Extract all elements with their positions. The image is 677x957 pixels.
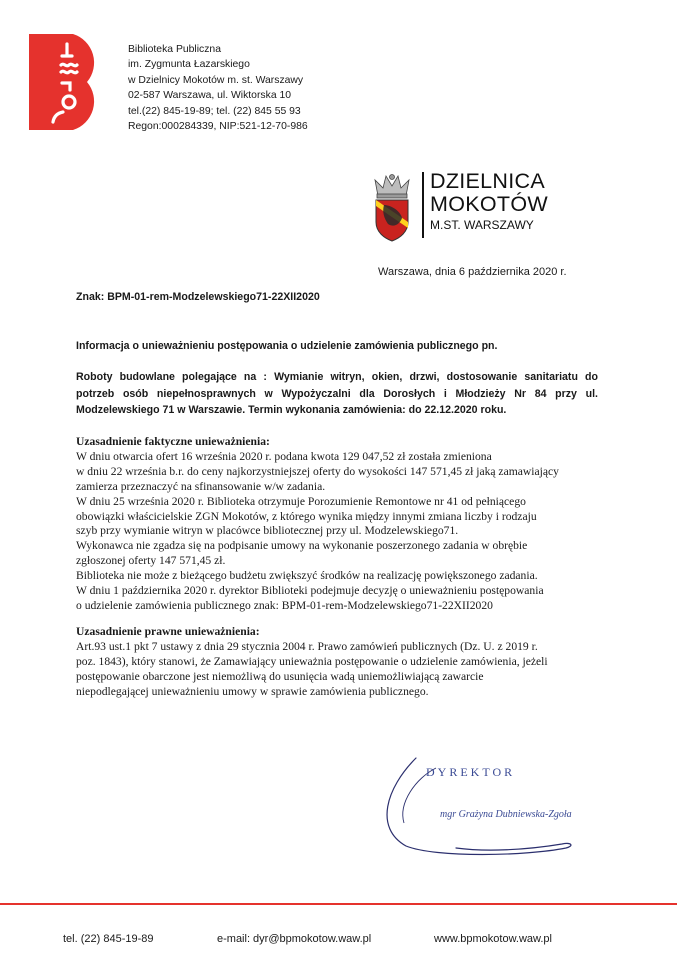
library-patron: im. Zygmunta Łazarskiego — [128, 59, 250, 71]
factual-line: W dniu 1 października 2020 r. dyrektor Biblioteki podejmuje decyzję o unieważnieniu postępowania — [76, 584, 544, 598]
city-label: M.ST. WARSZAWY — [430, 218, 534, 232]
factual-line: Biblioteka nie może z bieżącego budżetu zwiększyć środków na realizację powiększonego zadania. — [76, 569, 538, 583]
factual-line: Wykonawca nie zgadza się na podpisanie umowy na wykonanie poszerzonego zadania w obrębie — [76, 539, 528, 553]
district-divider — [422, 172, 424, 238]
factual-line: w dniu 22 września b.r. do ceny najkorzystniejszej oferty do wysokości 147 571,45 zł jaką zamawiający — [76, 464, 559, 478]
footer-phone: tel. (22) 845-19-89 — [63, 933, 154, 945]
works-line: Roboty budowlane polegające na : Wymianie witryn, okien, drzwi, dostosowanie sanitariatu do — [76, 371, 598, 383]
factual-line: o udzielenie zamówienia publicznego znak: BPM-01-rem-Modzelewskiego71-22XII2020 — [76, 598, 493, 612]
library-registry: Regon:000284339, NIP:521-12-70-986 — [128, 121, 308, 133]
legal-line: Art.93 ust.1 pkt 7 ustawy z dnia 29 stycznia 2004 r. Prawo zamówień publicznych (Dz. U. z 2019 r. — [76, 639, 538, 653]
library-address: 02-587 Warszawa, ul. Wiktorska 10 — [128, 90, 292, 102]
legal-line: poz. 1843), który stanowi, że Zamawiający unieważnia postępowanie o udzielenie zamówienia, jeżeli — [76, 654, 548, 668]
footer-email[interactable]: e-mail: dyr@bpmokotow.waw.pl — [217, 933, 372, 945]
reference-number: Znak: BPM-01-rem-Modzelewskiego71-22XII2020 — [76, 291, 320, 303]
factual-line: zgłoszonej oferty 147 571,45 zł. — [76, 554, 226, 568]
library-phone: tel.(22) 845-19-89; tel. (22) 845 55 93 — [128, 105, 301, 117]
works-description — [76, 369, 598, 419]
works-line: Modzelewskiego 71 w Warszawie. Termin wykonania zamówienia: do 22.12.2020 roku. — [76, 404, 507, 416]
factual-line: W dniu otwarcia ofert 16 września 2020 r. podana kwota 129 047,52 zł została zmieniona — [76, 449, 492, 463]
district-name: MOKOTÓW — [430, 192, 548, 216]
district-label: DZIELNICA — [430, 169, 545, 193]
footer-divider — [0, 903, 677, 905]
legal-heading: Uzasadnienie prawne unieważnienia: — [76, 625, 260, 638]
place-date: Warszawa, dnia 6 października 2020 r. — [378, 266, 567, 278]
library-logo-icon — [29, 34, 101, 130]
document-subject: Informacja o unieważnieniu postępowania o udzielenie zamówienia publicznego pn. — [76, 340, 498, 352]
legal-line: niepodlegającej unieważnieniu umowy w sprawie zamówienia publicznego. — [76, 684, 429, 698]
works-line: potrzeb osób niepełnosprawnych w Wypożyczalni dla Dorosłych i Młodzieży Nr 84 przy ul. — [76, 387, 598, 400]
district-logo-text — [430, 170, 548, 233]
factual-line: obowiązki właścicielskie ZGN Mokotów, z którego wynika między innymi zmiana liczby i rodzaju — [76, 509, 537, 523]
factual-line: szyb przy wymianie witryn w placówce bibliotecznej przy ul. Modzelewskiego71. — [76, 524, 459, 538]
legal-line: postępowanie obarczone jest niemożliwą do usunięcia wadą uniemożliwiającą zawarcie — [76, 669, 484, 683]
factual-heading: Uzasadnienie faktyczne unieważnienia: — [76, 435, 270, 448]
legal-justification — [76, 625, 548, 700]
library-address-block — [128, 42, 308, 134]
library-district: w Dzielnicy Mokotów m. st. Warszawy — [128, 74, 304, 86]
footer-website[interactable]: www.bpmokotow.waw.pl — [434, 933, 552, 945]
mokotow-crest-icon — [370, 172, 414, 242]
factual-line: W dniu 25 września 2020 r. Biblioteka otrzymuje Porozumienie Remontowe nr 41 od pełniącego — [76, 494, 526, 508]
signature-stamp-title: DYREKTOR — [426, 765, 516, 779]
factual-line: zamierza przeznaczyć na sfinansowanie w/w zadania. — [76, 479, 326, 493]
library-name: Biblioteka Publiczna — [128, 44, 221, 55]
factual-justification — [76, 435, 559, 614]
signature-stamp-name: mgr Grażyna Dubniewska-Zgoła — [440, 809, 572, 820]
